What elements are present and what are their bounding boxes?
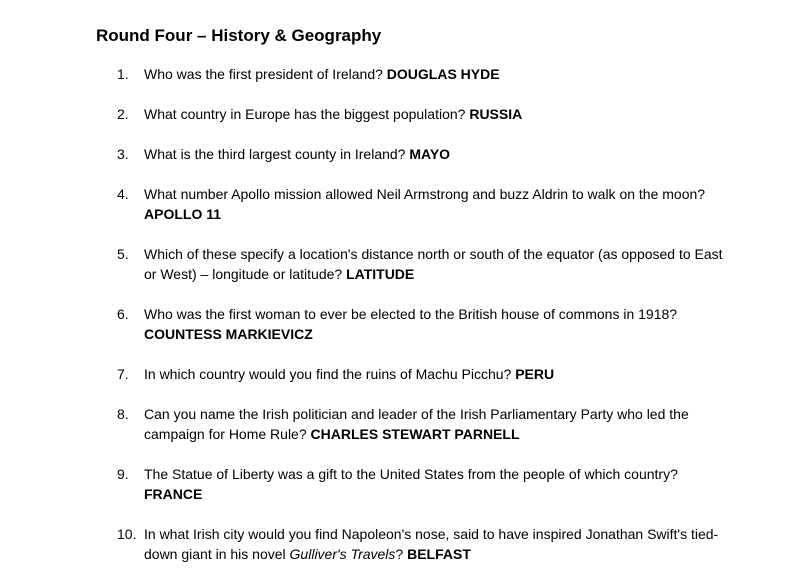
question-prompt: The Statue of Liberty was a gift to the United States from the people of which country? bbox=[144, 466, 678, 482]
question-prompt: What country in Europe has the biggest population? bbox=[144, 106, 470, 122]
question-number: 3. bbox=[117, 146, 129, 162]
question-prompt: Which of these specify a location's distance north or south of the equator (as opposed to East or West) – longitude or latitude? bbox=[144, 246, 723, 282]
question-text bbox=[144, 244, 734, 284]
question-text bbox=[144, 64, 734, 84]
book-title: Gulliver's Travels bbox=[289, 546, 396, 562]
question-answer: APOLLO 11 bbox=[144, 206, 222, 222]
question-answer: LATITUDE bbox=[346, 266, 415, 282]
question-answer: RUSSIA bbox=[469, 106, 523, 122]
question-text bbox=[144, 184, 734, 224]
question-text bbox=[144, 104, 734, 124]
question-number: 5. bbox=[117, 246, 129, 262]
round-title: Round Four – History & Geography bbox=[96, 26, 382, 45]
question-prompt: Who was the first president of Ireland? bbox=[144, 66, 387, 82]
question-answer: MAYO bbox=[409, 146, 451, 162]
question-answer: BELFAST bbox=[407, 546, 471, 562]
question-prompt: Can you name the Irish politician and leader of the Irish Parliamentary Party who led the campaign for Home Rule? bbox=[144, 406, 689, 442]
question-answer: PERU bbox=[515, 366, 555, 382]
question-number: 9. bbox=[117, 466, 129, 482]
question-number: 10. bbox=[117, 526, 137, 542]
question-text bbox=[144, 404, 734, 444]
question-number: 7. bbox=[117, 366, 129, 382]
question-prompt: Who was the first woman to ever be elected to the British house of commons in 1918? bbox=[144, 306, 678, 322]
question-text bbox=[144, 464, 734, 504]
question-prompt: What number Apollo mission allowed Neil Armstrong and buzz Aldrin to walk on the moon? bbox=[144, 186, 706, 202]
question-text bbox=[144, 524, 734, 564]
question-prompt: In what Irish city would you find Napoleon's nose, said to have inspired Jonathan Swift's tied-down giant in his novel bbox=[144, 526, 719, 562]
question-text bbox=[144, 144, 734, 164]
question-answer: DOUGLAS HYDE bbox=[386, 66, 500, 82]
question-prompt: In which country would you find the ruins of Machu Picchu? bbox=[144, 366, 516, 382]
question-number: 4. bbox=[117, 186, 129, 202]
question-prompt: What is the third largest county in Ireland? bbox=[144, 146, 410, 162]
question-number: 6. bbox=[117, 306, 129, 322]
question-answer: CHARLES STEWART PARNELL bbox=[310, 426, 520, 442]
question-number: 8. bbox=[117, 406, 129, 422]
question-answer: FRANCE bbox=[144, 486, 203, 502]
question-number: 2. bbox=[117, 106, 129, 122]
question-prompt-end: ? bbox=[395, 546, 408, 562]
question-number: 1. bbox=[117, 66, 129, 82]
question-answer: COUNTESS MARKIEVICZ bbox=[144, 326, 313, 342]
question-text bbox=[144, 364, 734, 384]
question-text bbox=[144, 304, 734, 344]
